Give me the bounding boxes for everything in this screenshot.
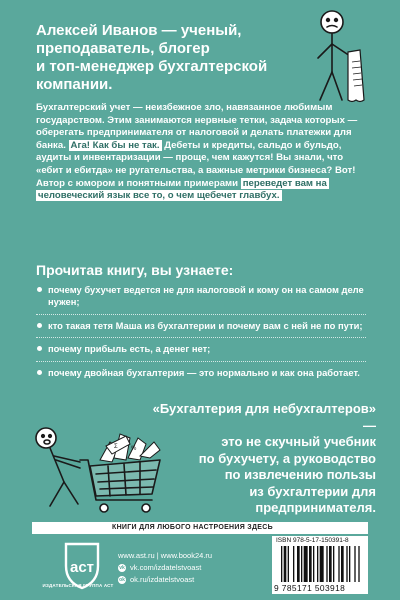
description-part: Дебеты и кредиты, сальдо и бульдо, аудиты и инвентаризации — проще, чем кажутся! Вы знали, что «ебит и ебитда» не ругательства, а важные метрики бизнеса? Вот! Автор с юмором и понятными примерами: [36, 139, 356, 189]
description-text: [36, 102, 366, 203]
website-links[interactable]: [118, 550, 212, 562]
ean-number: 9 785171 503918: [274, 583, 346, 593]
book-quote: [140, 401, 376, 517]
intro-line: компании.: [36, 76, 113, 93]
isbn-text: ISBN 978-5-17-150391-8: [276, 537, 349, 544]
highlight-text: Ага! Как бы не так.: [70, 139, 160, 151]
list-item: почему двойная бухгалтерия — это нормально и как она работает.: [36, 367, 366, 384]
quote-line: «Бухгалтерия для небухгалтеров» —: [152, 401, 376, 433]
highlight-text: переведет вам на: [242, 177, 327, 189]
quote-line: по извлечению пользы: [224, 467, 376, 482]
svg-text:%: %: [131, 446, 137, 452]
quote-line: из бухгалтерии для: [249, 483, 376, 499]
intro-line: Алексей Иванов — ученый,: [36, 22, 242, 39]
barcode-box: [272, 536, 368, 594]
quote-line: по бухучету, а руководство: [198, 450, 376, 466]
ok-icon: ok: [119, 577, 125, 583]
description-part: Бухгалтерский учет — неизбежное зло, навязанное любимым государством. Этим занимаются нервные тетки, задача которых — оберегать предпринимателя от налоговой и делать платежки для банка.: [36, 102, 358, 151]
ok-url[interactable]: ok.ru/izdatelstvoast: [130, 575, 195, 584]
quote-line: это не скучный учебник: [221, 434, 376, 449]
logo-text: аст: [69, 559, 95, 576]
barcode: [281, 546, 361, 582]
vk-url[interactable]: vk.com/izdatelstvoast: [130, 563, 202, 572]
publisher-name: ИЗДАТЕЛЬСКАЯ ГРУППА АСТ: [42, 583, 114, 588]
list-item: почему бухучет ведется не для налоговой и кому он на самом деле нужен;: [36, 284, 366, 315]
ok-link[interactable]: [118, 574, 212, 586]
svg-text:Σ: Σ: [114, 444, 118, 450]
list-item: почему прибыль есть, а денег нет;: [36, 343, 366, 361]
learn-heading: Прочитав книгу, вы узнаете:: [36, 262, 234, 278]
intro-line: и топ-менеджер бухгалтерской: [36, 58, 268, 75]
stick-figure-receipt-illustration: [292, 4, 384, 106]
list-item: кто такая тетя Маша из бухгалтерии и почему вам с ней не по пути;: [36, 320, 366, 338]
footer-links: [118, 550, 212, 586]
intro-line: преподаватель, блогер: [36, 40, 210, 57]
website-text[interactable]: www.ast.ru | www.book24.ru: [118, 551, 213, 560]
quote-line: предпринимателя.: [255, 500, 376, 515]
highlight-text: человеческий язык все то, о чем щебечет главбух.: [38, 190, 280, 202]
learn-list: [36, 284, 366, 389]
author-intro: [36, 22, 336, 94]
vk-icon: vk: [119, 565, 125, 571]
vk-link[interactable]: [118, 562, 212, 574]
tagline-text: КНИГИ ДЛЯ ЛЮБОГО НАСТРОЕНИЯ ЗДЕСЬ: [112, 524, 273, 531]
